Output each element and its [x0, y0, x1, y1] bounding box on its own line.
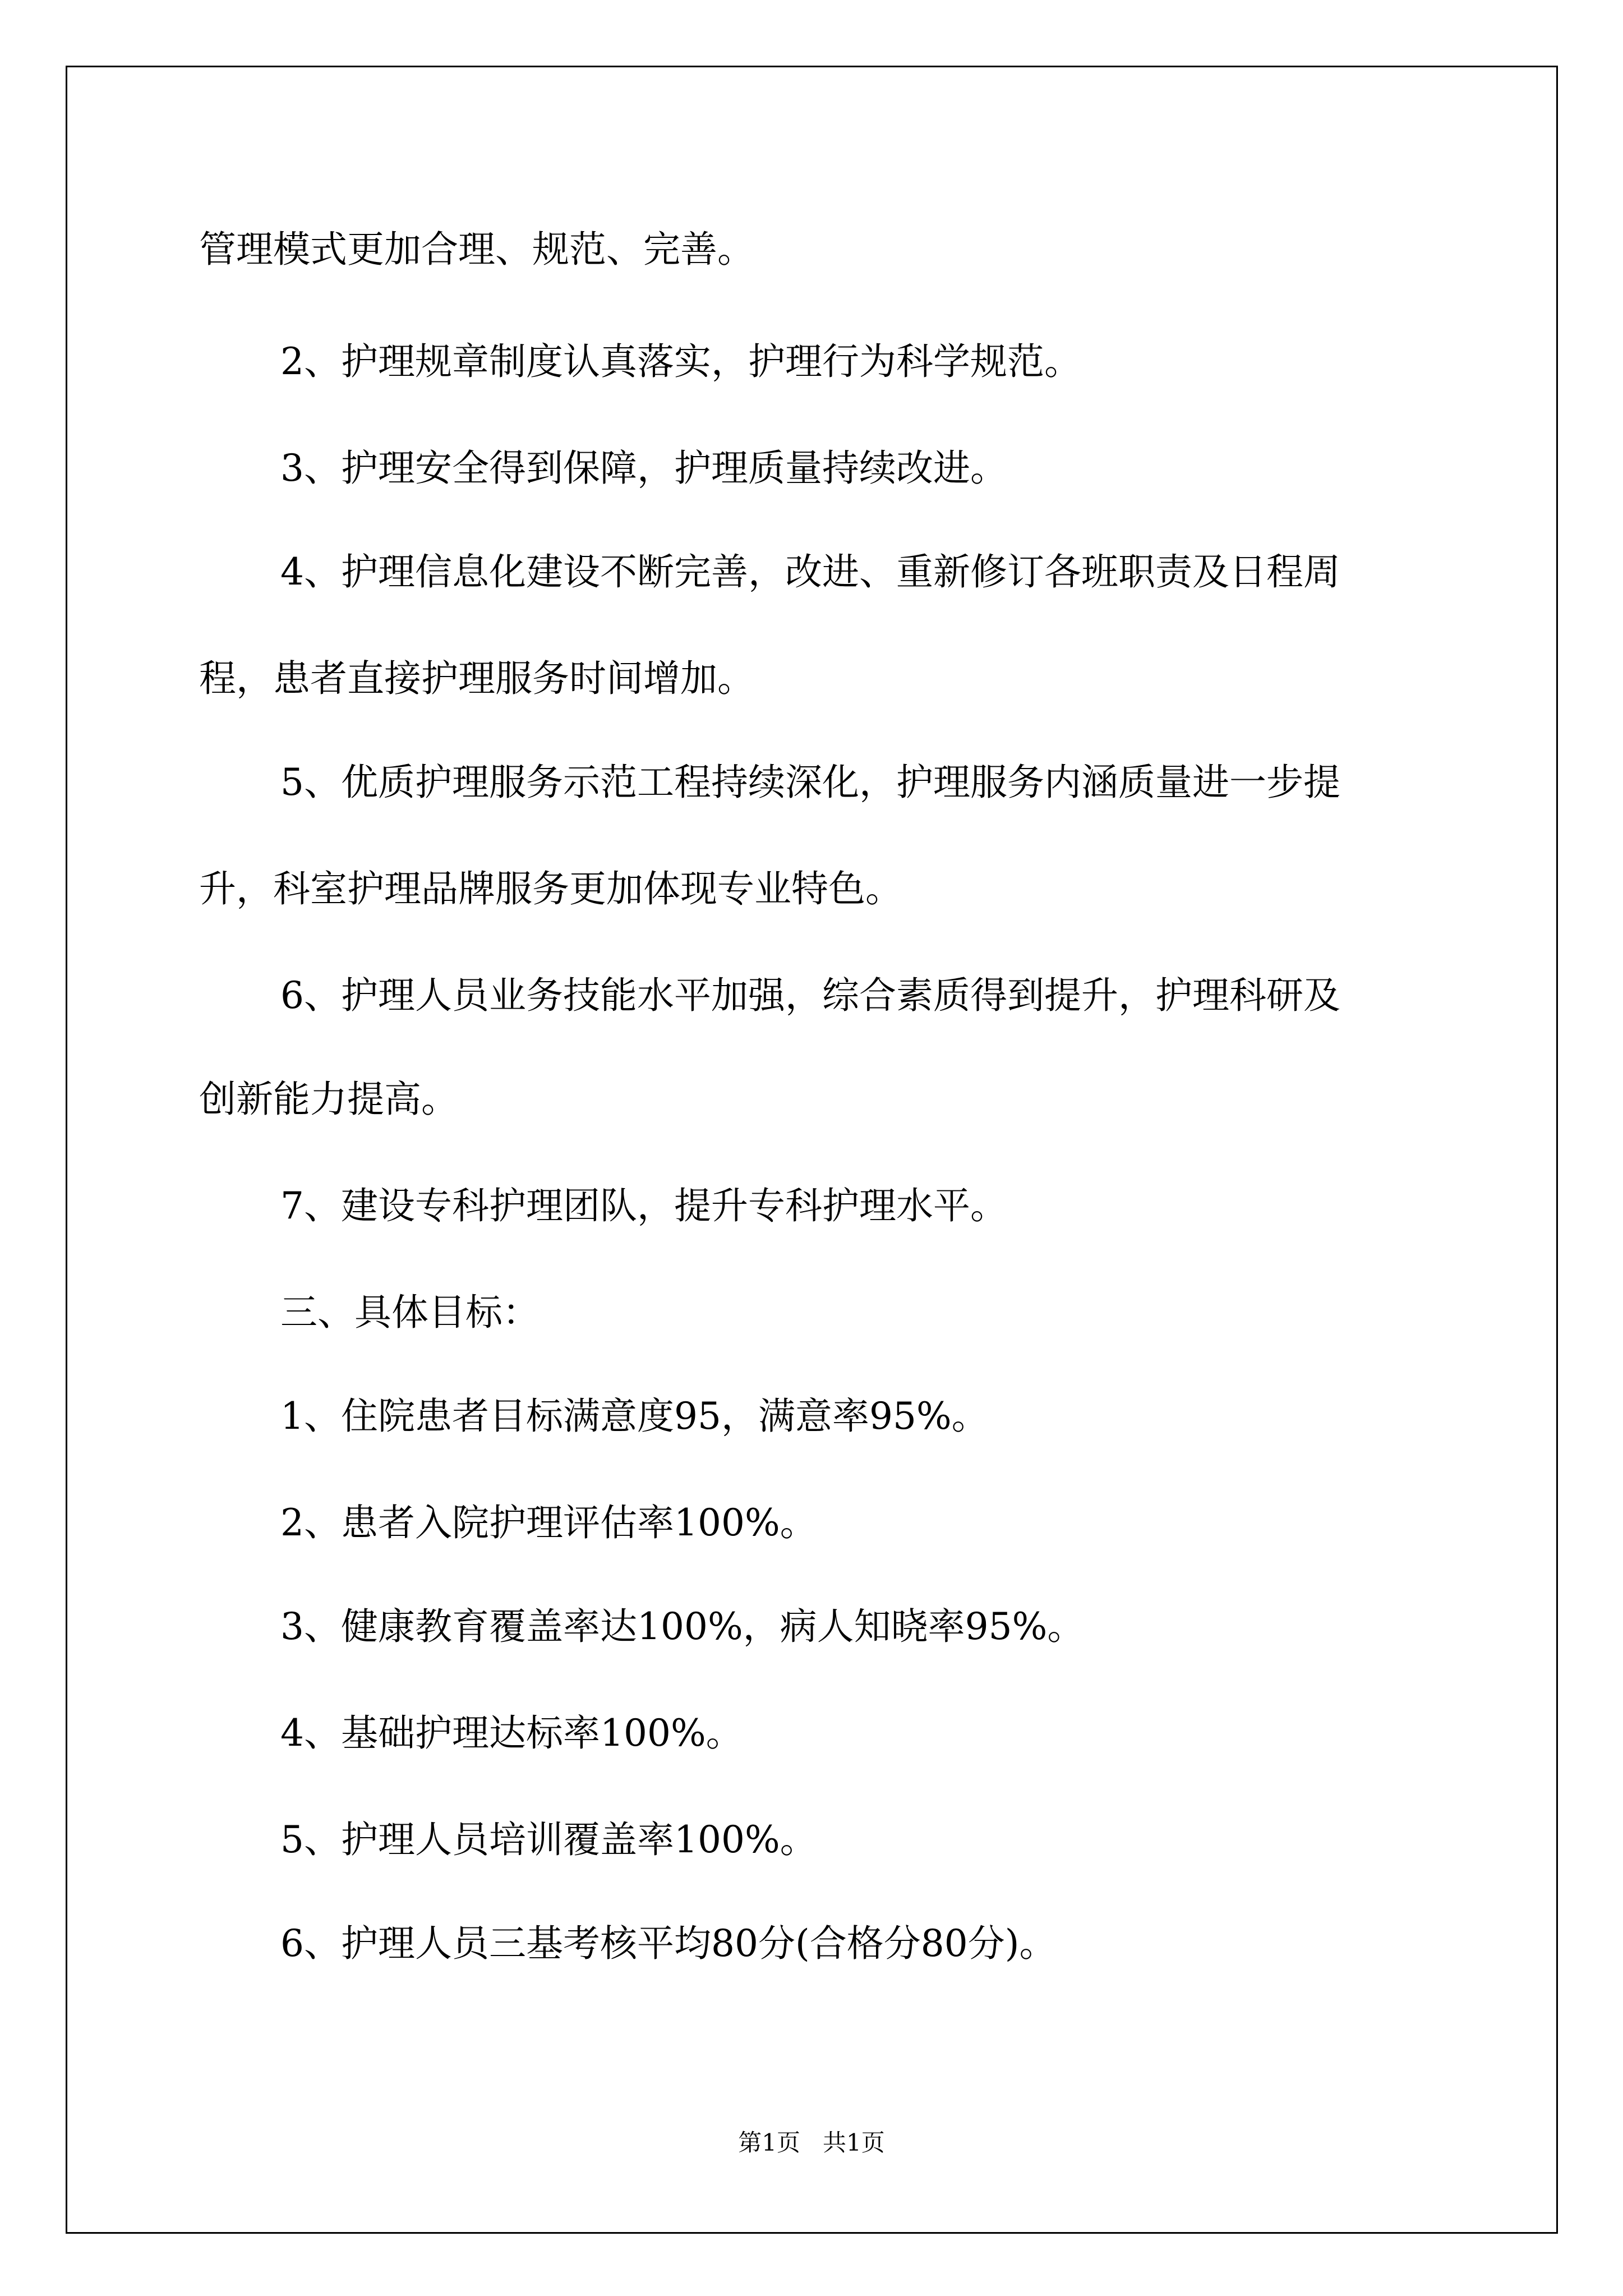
- text-line-8: 6、护理人员业务技能水平加强，综合素质得到提升，护理科研及: [280, 974, 1340, 1017]
- text-line-17: 6、护理人员三基考核平均80分(合格分80分)。: [280, 1922, 1057, 1965]
- section-heading: 三、具体目标：: [280, 1291, 540, 1334]
- text-line-1: 管理模式更加合理、规范、完善。: [199, 228, 754, 271]
- text-line-15: 4、基础护理达标率100%。: [280, 1711, 743, 1755]
- text-line-10: 7、建设专科护理团队，提升专科护理水平。: [280, 1184, 1007, 1227]
- text-line-16: 5、护理人员培训覆盖率100%。: [280, 1818, 817, 1861]
- text-line-12: 1、住院患者目标满意度95，满意率95%。: [280, 1395, 989, 1438]
- text-line-14: 3、健康教育覆盖率达100%，病人知晓率95%。: [280, 1605, 1085, 1648]
- text-line-3: 3、护理安全得到保障，护理质量持续改进。: [280, 447, 1007, 490]
- page-number-footer: 第1页 共1页: [738, 2129, 885, 2156]
- text-line-4: 4、护理信息化建设不断完善，改进、重新修订各班职责及日程周: [280, 550, 1340, 593]
- page-border: [66, 66, 1558, 2234]
- text-line-2: 2、护理规章制度认真落实，护理行为科学规范。: [280, 340, 1081, 383]
- text-line-9: 创新能力提高。: [199, 1078, 458, 1121]
- text-line-5: 程，患者直接护理服务时间增加。: [199, 657, 754, 700]
- text-line-7: 升，科室护理品牌服务更加体现专业特色。: [199, 867, 902, 910]
- text-line-13: 2、患者入院护理评估率100%。: [280, 1501, 817, 1544]
- text-line-6: 5、优质护理服务示范工程持续深化，护理服务内涵质量进一步提: [280, 761, 1340, 804]
